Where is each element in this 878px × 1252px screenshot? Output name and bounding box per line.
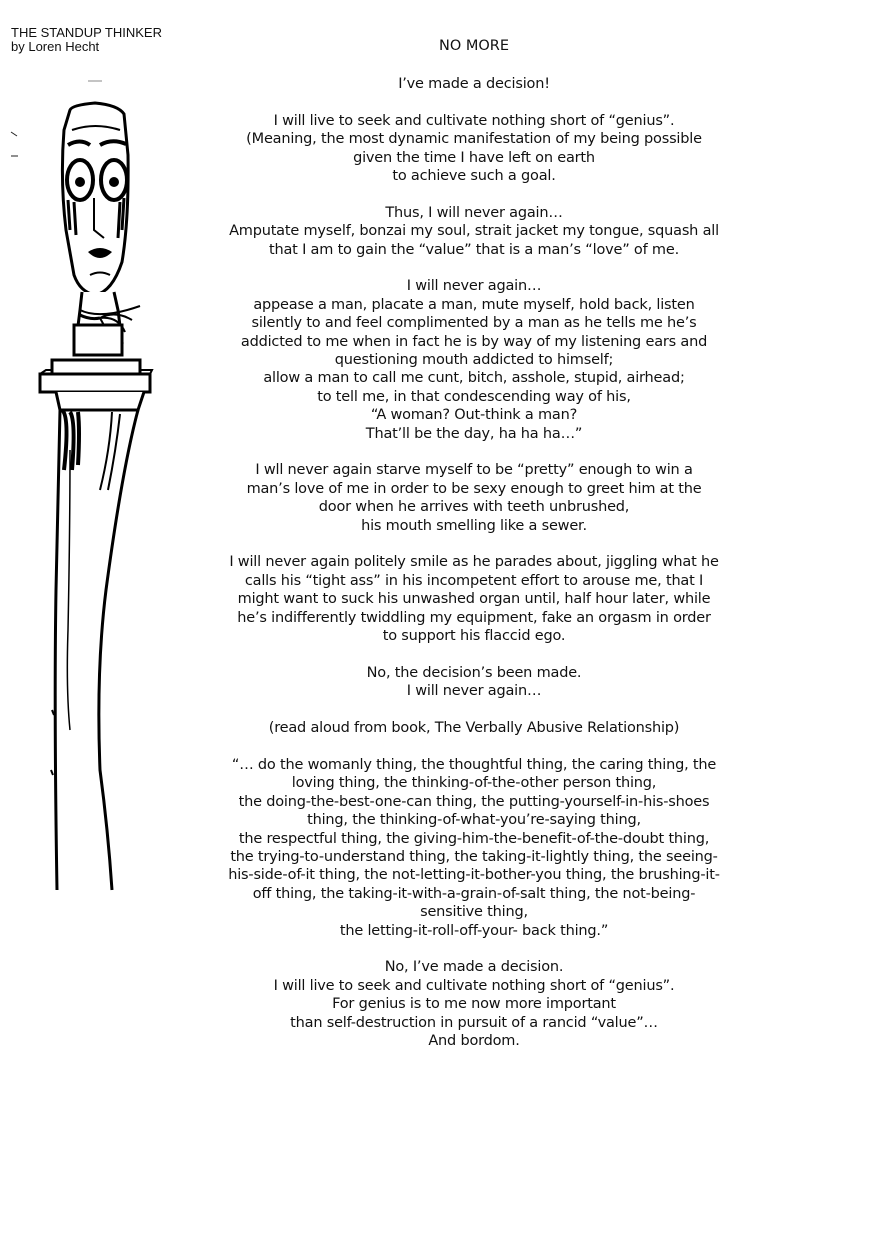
poem-line: No, the decision’s been made. bbox=[366, 664, 582, 681]
poem-line: his mouth smelling like a sewer. bbox=[361, 517, 587, 534]
poem-line: man’s love of me in order to be sexy enough to greet him at the bbox=[246, 480, 702, 497]
poem-line: off thing, the taking-it-with-a-grain-of-salt thing, the not-being- bbox=[252, 885, 696, 902]
stanza bbox=[212, 75, 736, 93]
poem-line: allow a man to call me cunt, bitch, asshole, stupid, airhead; bbox=[263, 370, 685, 387]
poem-line: his-side-of-it thing, the not-letting-it-bother-you thing, the brushing-it- bbox=[228, 867, 720, 884]
poem-line: I will never again… bbox=[406, 278, 542, 295]
poem-line: Thus, I will never again… bbox=[385, 204, 563, 221]
poem-line: sensitive thing, bbox=[420, 904, 528, 921]
poem-line: That’ll be the day, ha ha ha…” bbox=[365, 425, 583, 442]
poem-line: I will never again politely smile as he parades about, jiggling what he bbox=[229, 554, 719, 571]
poem-body bbox=[212, 75, 736, 1069]
poem-title: NO MORE bbox=[438, 38, 510, 54]
stanza bbox=[212, 204, 736, 259]
page-header bbox=[11, 26, 162, 54]
poem-line: to support his flaccid ego. bbox=[382, 628, 566, 645]
stanza bbox=[212, 958, 736, 1050]
poem-line: I will live to seek and cultivate nothing short of “genius”. bbox=[273, 112, 675, 129]
poem-line: questioning mouth addicted to himself; bbox=[334, 352, 614, 369]
poem-line: door when he arrives with teeth unbrushed, bbox=[318, 499, 630, 516]
poem-line: than self-destruction in pursuit of a rancid “value”… bbox=[290, 1014, 658, 1031]
poem-line: that I am to gain the “value” that is a man’s “love” of me. bbox=[269, 241, 679, 258]
stanza bbox=[212, 277, 736, 443]
poem-line: And bordom. bbox=[428, 1032, 520, 1049]
poem-line: given the time I have left on earth bbox=[353, 149, 595, 166]
series-title: THE STANDUP THINKER bbox=[11, 25, 162, 40]
poem-line: calls his “tight ass” in his incompetent effort to arouse me, that I bbox=[244, 572, 704, 589]
poem-line: silently to and feel complimented by a man as he tells me he’s bbox=[251, 315, 697, 332]
poem-line: the doing-the-best-one-can thing, the putting-yourself-in-his-shoes bbox=[238, 793, 710, 810]
poem-line: the letting-it-roll-off-your- back thing.” bbox=[339, 922, 609, 939]
poem-line: the trying-to-understand thing, the taking-it-lightly thing, the seeing- bbox=[230, 848, 718, 865]
poem-line: “… do the womanly thing, the thoughtful thing, the caring thing, the bbox=[231, 756, 717, 773]
poem-line: I’ve made a decision! bbox=[398, 76, 550, 92]
poem-line: thing, the thinking-of-what-you’re-saying thing, bbox=[307, 812, 641, 829]
poem-line: (read aloud from book, The Verbally Abusive Relationship) bbox=[268, 720, 680, 737]
poem-line: Amputate myself, bonzai my soul, strait jacket my tongue, squash all bbox=[229, 223, 719, 240]
stanza bbox=[212, 664, 736, 701]
poem-line: he’s indifferently twiddling my equipment, fake an orgasm in order bbox=[237, 609, 711, 626]
poem-line: to achieve such a goal. bbox=[392, 168, 556, 185]
poem-line: I will live to seek and cultivate nothing short of “genius”. bbox=[273, 977, 675, 994]
stanza bbox=[212, 112, 736, 186]
poem-line: appease a man, placate a man, mute myself, hold back, listen bbox=[253, 296, 695, 313]
byline: by Loren Hecht bbox=[11, 39, 100, 54]
poem-line: For genius is to me now more important bbox=[332, 996, 616, 1013]
poem-line: might want to suck his unwashed organ until, half hour later, while bbox=[237, 591, 711, 608]
stanza bbox=[212, 461, 736, 535]
poem-line: I will never again… bbox=[406, 683, 542, 700]
stanza bbox=[212, 553, 736, 645]
poem-line: “A woman? Out-think a man? bbox=[370, 407, 578, 424]
poem-line: the respectful thing, the giving-him-the-benefit-of-the-doubt thing, bbox=[238, 830, 710, 847]
stanza bbox=[212, 756, 736, 940]
stanza bbox=[212, 719, 736, 737]
poem-line: No, I’ve made a decision. bbox=[384, 959, 564, 976]
poem-line: loving thing, the thinking-of-the-other person thing, bbox=[291, 775, 657, 792]
poem-line: I wll never again starve myself to be “pretty” enough to win a bbox=[255, 462, 693, 479]
poem-line: addicted to me when in fact he is by way of my listening ears and bbox=[240, 333, 708, 350]
poem-line: (Meaning, the most dynamic manifestation of my being possible bbox=[246, 131, 702, 148]
poem-line: to tell me, in that condescending way of his, bbox=[317, 388, 631, 405]
standup-thinker-illustration bbox=[0, 70, 180, 900]
